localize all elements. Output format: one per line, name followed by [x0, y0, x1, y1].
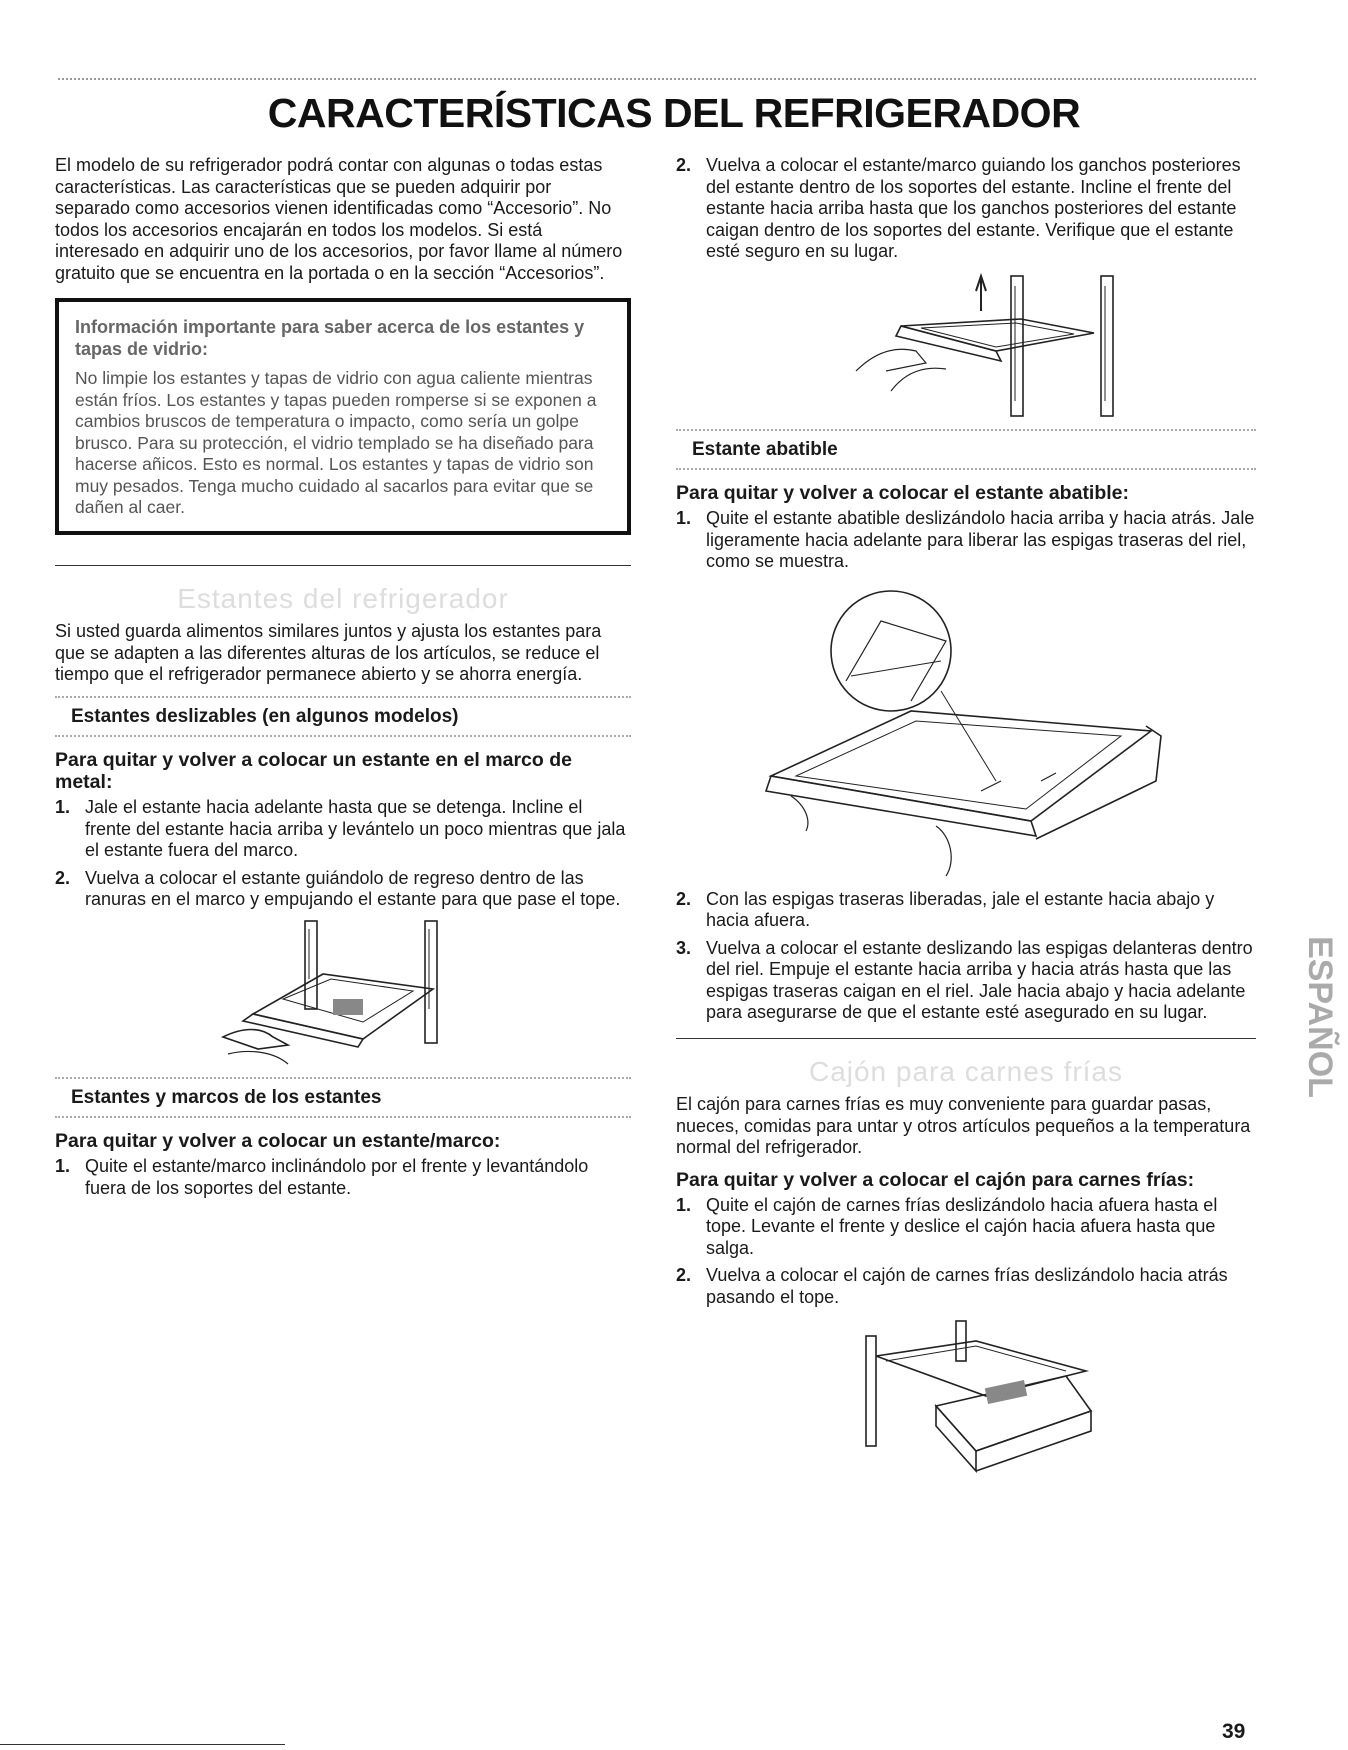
tilt-steps-first: [676, 508, 1256, 573]
glass-shelf-warning-box: [55, 298, 631, 535]
top-dotted-rule: [58, 78, 1256, 80]
shelves-intro: Si usted guarda alimentos similares juntos y ajusta los estantes para que se adapten a las diferentes alturas de los artículos, se reduce el tiempo que el refrigerador permanece abierto y se ahorra energía.: [55, 621, 602, 684]
warning-text: No limpie los estantes y tapas de vidrio con agua caliente mientras están fríos. Los estantes y tapas pueden romperse si se exponen a cambios bruscos de temperatura o impacto, como sería un golpe brusco. Para su protección, el vidrio templado se ha diseñado para hacerse añicos. Esto es normal. Los estantes y tapas de vidrio son muy pesados. Tenga mucho cuidado al sacarlos para evitar que se dañen al caer.: [75, 368, 597, 517]
frames-procedure-title: Para quitar y volver a colocar un estante/marco:: [55, 1130, 501, 1152]
meat-drawer-intro: El cajón para carnes frías es muy conveniente para guardar pasas, nueces, comidas para untar y otros artículos pequeños a la temperatura normal del refrigerador.: [676, 1094, 1251, 1157]
frames-steps: [55, 1156, 631, 1199]
step-item: 1. Quite el estante abatible deslizándolo hacia arriba y hacia atrás. Jale ligeramente hacia adelante para liberar las espigas traseras del riel, como se muestra.: [676, 508, 1255, 571]
right-column: [676, 155, 1256, 1484]
tilt-procedure-title: Para quitar y volver a colocar el estante abatible:: [676, 482, 1130, 504]
sliding-shelf-illustration: [213, 919, 473, 1069]
step-item: 2. Vuelva a colocar el estante guiándolo de regreso dentro de las ranuras en el marco y empujando el estante para que pase el tope.: [55, 867, 621, 909]
side-tab-label: ESPAÑOL: [1301, 936, 1339, 1098]
tilt-shelf-illustration: [751, 581, 1181, 881]
meat-drawer-steps: [676, 1195, 1256, 1309]
step-item: 1. Quite el estante/marco inclinándolo por el frente y levantándolo fuera de los soportes del estante.: [55, 1156, 589, 1198]
tilt-steps-rest: [676, 889, 1256, 1024]
sliding-steps: [55, 797, 631, 911]
step-item: 1. Jale el estante hacia adelante hasta que se detenga. Incline el frente del estante hacia arriba y levántelo un poco mientras que jala el estante fuera del marco.: [55, 797, 626, 860]
shelf-frame-illustration: [816, 271, 1116, 421]
left-column: [55, 155, 631, 1207]
meat-drawer-illustration: [826, 1316, 1106, 1476]
step-item: 2. Vuelva a colocar el estante/marco guiando los ganchos posteriores del estante dentro de los soportes del estante. Incline el frente del estante hacia arriba hasta que los ganchos posteriores del estante caigan dentro de los soportes del estante. Verifique que el estante esté seguro en su lugar.: [676, 155, 1241, 261]
section-divider: [676, 1038, 1256, 1039]
frames-steps-continued: [676, 155, 1256, 263]
step-item: 2. Con las espigas traseras liberadas, jale el estante hacia abajo y hacia afuera.: [676, 888, 1215, 930]
section-heading-shelves: Estantes del refrigerador: [177, 582, 509, 614]
meat-drawer-procedure-title: Para quitar y volver a colocar el cajón para carnes frías:: [676, 1168, 1195, 1191]
sliding-procedure-title: Para quitar y volver a colocar un estante en el marco de metal:: [55, 749, 572, 793]
section-heading-meat-drawer: Cajón para carnes frías: [808, 1055, 1124, 1087]
frames-header: Estantes y marcos de los estantes: [55, 1077, 631, 1119]
sliding-shelves-header: Estantes deslizables (en algunos modelos): [55, 696, 631, 738]
page-number: 39: [1222, 1720, 1246, 1743]
warning-title: Información importante para saber acerca de los estantes y tapas de vidrio:: [75, 317, 585, 359]
language-side-tab: [1288, 905, 1339, 1130]
step-item: 3. Vuelva a colocar el estante deslizando las espigas delanteras dentro del riel. Empuje el estante hacia arriba y hacia atrás hasta que las espigas traseras caigan en el riel. Jale hacia abajo y hacia adelante para asegurarse de que el estante esté asegurado en su lugar.: [676, 937, 1253, 1022]
intro-paragraph: El modelo de su refrigerador podrá contar con algunas o todas estas características. Las características que se pueden adquirir por separado como accesorios vienen identificadas como “Accesorio”. No todos los accesorios encajarán en todos los modelos. Si está interesado en adquirir uno de los accesorios, por favor llame al número gratuito que se encuentra en la portada o en la sección “Accesorios”.: [55, 155, 623, 283]
page-title: CARACTERÍSTICAS DEL REFRIGERADOR: [267, 90, 1081, 136]
section-divider: [55, 565, 631, 566]
step-item: 2. Vuelva a colocar el cajón de carnes frías deslizándolo hacia atrás pasando el tope.: [676, 1265, 1228, 1307]
step-item: 1. Quite el cajón de carnes frías deslizándolo hacia afuera hasta el tope. Levante el frente y deslice el cajón hacia afuera hasta que salga.: [676, 1194, 1218, 1258]
tilt-shelf-header: Estante abatible: [676, 429, 1256, 471]
bottom-rule: [0, 1744, 285, 1745]
